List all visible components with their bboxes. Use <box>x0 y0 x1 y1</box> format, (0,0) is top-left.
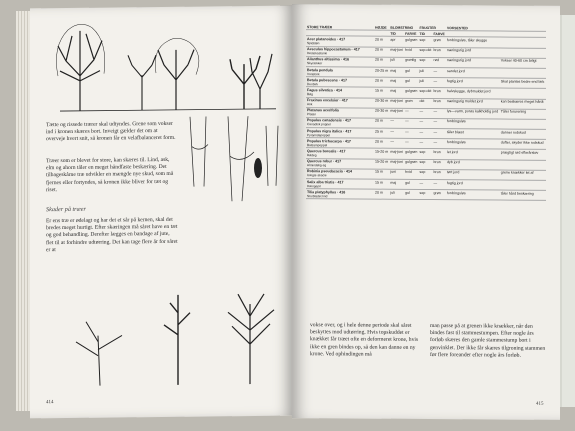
note-cell <box>500 180 546 191</box>
left-page <box>30 6 292 419</box>
fruit-color-cell: — <box>433 78 446 88</box>
tree-name: Quercus robur · 417 <box>307 159 342 164</box>
fruit-time-cell: sep <box>419 57 433 67</box>
tree-common-name: Bøg <box>307 92 313 97</box>
note-cell: kan beskæres meget hårdt <box>500 99 546 110</box>
habitat-cell: fordringsløs <box>446 119 500 130</box>
tree-name: Robinia pseudacacia · 414 <box>307 169 352 174</box>
bloom-time-cell: maj-juni <box>389 108 404 118</box>
bloom-color-cell: gul <box>404 67 418 77</box>
header-cell: HØJDE <box>374 25 389 31</box>
fruit-time-cell: — <box>419 179 433 189</box>
bloom-time-cell: apr <box>389 37 404 47</box>
fruit-color-cell: — <box>433 108 446 118</box>
note-cell: tåler hård beskæring <box>500 190 546 201</box>
tree-common-name: Hestekastanie <box>307 51 328 56</box>
fruit-color-cell: brun <box>433 47 446 57</box>
habitat-cell: fugtig jord <box>446 78 500 89</box>
header-cell: VOKSESTED <box>446 25 546 31</box>
tree-name: Betula pubescens · 417 <box>307 77 347 83</box>
tree-name: Ailanthus altissima · 416 <box>307 57 349 62</box>
open-book <box>6 3 572 423</box>
bloom-color-cell: — <box>404 108 418 118</box>
bloom-color-cell: gulgrøn <box>404 37 418 47</box>
height-cell: 20-25 m <box>374 67 389 77</box>
tree-common-name: Almindelig eg <box>307 163 327 168</box>
habitat-cell: sandet jord <box>446 68 500 79</box>
bloom-time-cell: juli <box>389 189 404 199</box>
tree-common-name: Storbladet lind <box>307 193 328 199</box>
tree-name: Fraxinus excelsior · 417 <box>307 98 348 103</box>
note-cell <box>500 48 546 59</box>
tree-silhouettes-illustration <box>46 14 286 117</box>
tree-common-name: Vortebirk <box>307 71 320 76</box>
note-cell <box>500 68 546 79</box>
tree-common-name: Hængepil <box>307 183 321 188</box>
fruit-color-cell: — <box>433 129 446 139</box>
bloom-time-cell: maj-juni <box>389 98 404 108</box>
bloom-color-cell: hvid <box>404 169 418 179</box>
height-cell: 20-30 m <box>374 98 389 108</box>
pruning-paragraph: Tætte og rissede trærer skal udtyndes. Grene som vokser ind i kronen skæres bort. Inveigt gælder det om at overveje hvert snit, så kronen får en velafbalanceret form. <box>46 120 176 143</box>
tree-name: Populus nigra italica · 417 <box>307 128 352 134</box>
habitat-cell: fordringsløs, tåler skygge <box>446 37 500 48</box>
tree-name-cell <box>306 189 374 200</box>
tree-name-cell <box>306 107 374 118</box>
height-cell: 20 m <box>374 57 389 67</box>
tree-name: Populus canadensis · 417 <box>307 118 351 123</box>
height-cell: 15 m <box>374 87 389 97</box>
habitat-cell: dyb jord <box>446 159 500 170</box>
height-cell: 20 m <box>374 37 389 47</box>
height-cell: 20-30 m <box>374 108 389 118</box>
tree-common-name: Skyrækker <box>307 61 323 66</box>
bloom-time-cell: juni <box>389 169 404 179</box>
fruit-time-cell: — <box>419 129 433 139</box>
tree-name-cell <box>306 77 374 88</box>
note-cell <box>500 119 546 130</box>
tree-common-name: Rødeg <box>307 153 317 158</box>
fruit-color-cell: — <box>433 180 446 190</box>
bloom-color-cell: gulgrøn <box>404 149 418 159</box>
right-right-column-paragraph: man passe på at grenen ikke knækker, når den bindes fast til stammestumpen. Efter nogle års forløb skæres den gamle stammestump bort i genvinklet. Der ikke får skæres tilgroning stammen før flere foreander efter nogle års forløb. <box>430 323 546 359</box>
tree-common-name: Pyramidepoppel <box>307 132 331 137</box>
tree-name-cell <box>306 97 374 108</box>
bloom-color-cell: grøn <box>404 98 418 108</box>
bloom-color-cell: — <box>404 118 418 128</box>
height-cell: 25 m <box>374 128 389 138</box>
habitat-cell: fordringsløs <box>446 190 500 201</box>
tree-name-cell <box>306 179 374 190</box>
fruit-color-cell: brun <box>433 88 446 98</box>
tree-name: Tilia platyphyllos · 416 <box>307 189 346 195</box>
habitat-cell: næringsrig jord <box>446 47 500 58</box>
tree-common-name: Balsampoppel <box>307 143 328 148</box>
note-cell: dufter, skyder ikke rodskud <box>500 139 546 150</box>
habitat-cell: fordringsløs <box>446 139 500 150</box>
fruit-color-cell: brun <box>433 169 446 179</box>
bloom-time-cell: — <box>389 128 404 138</box>
height-cell: 20 m <box>374 189 389 199</box>
fruit-time-cell: okt <box>419 98 433 108</box>
bloom-color-cell: grønlig <box>404 57 418 67</box>
fruit-time-cell: sep <box>419 159 433 169</box>
fruit-color-cell: — <box>433 139 446 149</box>
habitat-cell: tåler blæst <box>446 129 500 140</box>
fruit-color-cell: brun <box>433 98 446 108</box>
fruit-time-cell: — <box>419 139 433 149</box>
bloom-color-cell: gul <box>404 179 418 189</box>
note-cell: danner rodskud <box>500 129 546 140</box>
fruit-color-cell: brun <box>433 149 446 159</box>
height-cell: 20 m <box>374 138 389 148</box>
cutting-back-paragraph: Træer som er blevet for store, kan skæres til. Lind, ask, elm og ahorn tåler en meget håndfaste beskæring. Det tilbageskårne træ udvikler en mængde nye skud, som må fjernes eller fortyndes, så kronen ikke bliver for tæt og riset. <box>46 156 174 194</box>
tree-common-name: Ask <box>307 102 313 107</box>
tree-name: Aesculus hippocastanum · 417 <box>307 47 360 52</box>
branch-pruning-illustration <box>50 264 300 397</box>
bloom-time-cell: maj <box>389 77 404 87</box>
fruit-time-cell: juli <box>419 67 433 77</box>
tree-name-cell <box>306 138 374 149</box>
tree-name-cell <box>306 36 374 47</box>
habitat-cell: halvskygge, dybmuldet jord <box>446 88 500 99</box>
note-cell <box>500 37 546 48</box>
height-cell: 15 m <box>374 169 389 179</box>
tree-common-name: Platan <box>307 112 317 117</box>
tree-name-cell <box>306 158 374 169</box>
large-trees-table <box>306 24 546 201</box>
tree-name-cell <box>306 148 374 159</box>
tree-name: Fagus silvatica · 414 <box>307 88 342 93</box>
bloom-time-cell: maj <box>389 88 404 98</box>
bloom-color-cell: — <box>404 139 418 149</box>
tree-name-cell <box>306 87 374 98</box>
tree-name-cell <box>306 46 374 57</box>
fruit-color-cell: — <box>433 118 446 128</box>
note-cell: Vokser 40-60 cm årligt <box>500 58 546 69</box>
height-cell: 20 m <box>374 118 389 128</box>
note-cell: Tåler forurening <box>500 109 546 120</box>
fruit-time-cell: — <box>419 118 433 128</box>
subheader-cell: FARVE <box>433 31 445 36</box>
bloom-time-cell: maj-juni <box>389 47 404 57</box>
subheader-cell: TID <box>389 30 404 36</box>
bloom-time-cell: maj <box>389 179 404 189</box>
subheader-cell: TID <box>419 31 433 37</box>
book-cover-edge <box>560 15 575 407</box>
subheader-cell: FARVE <box>404 31 418 37</box>
tree-name: Betula pendula <box>307 67 333 72</box>
habitat-cell: fugtig jord <box>446 180 500 191</box>
habitat-cell: lys—varm, porøs kalkholdig jord <box>446 108 500 119</box>
habitat-cell: næringsrig muldet jord <box>446 98 500 109</box>
tree-name: Populus trichocarpa · 417 <box>307 139 351 144</box>
tree-name-cell <box>306 56 374 67</box>
left-page-number: 414 <box>46 400 54 406</box>
tree-name: Salix alba tristis · 417 <box>307 179 344 185</box>
tree-name: Platanus acerifolia <box>307 108 339 113</box>
bloom-color-cell: gulgrøn <box>404 88 418 98</box>
bloom-color-cell: gul <box>404 77 418 87</box>
fruit-color-cell: brun <box>433 159 446 169</box>
bloom-time-cell: maj <box>389 67 404 77</box>
bloom-time-cell: juli <box>389 57 404 67</box>
trunk-cut-illustration <box>182 116 282 217</box>
fruit-time-cell: sep <box>419 169 433 179</box>
height-cell: 20 m <box>374 77 389 87</box>
tree-common-name: Canadisk poppel <box>307 122 331 127</box>
tree-name-cell <box>306 168 374 179</box>
bloom-color-cell: hvid <box>404 47 418 57</box>
habitat-cell: tørt jord <box>446 169 500 180</box>
habitat-cell: næringsrig jord <box>446 57 500 68</box>
tree-common-name: Uægte akacie <box>307 173 327 178</box>
fruit-color-cell: grøn <box>433 190 446 200</box>
tree-name: Quercus borealis · 417 <box>307 149 346 154</box>
note-cell <box>500 160 546 171</box>
tree-name-cell <box>306 118 374 129</box>
bloom-time-cell: maj-juni <box>389 159 404 169</box>
note-cell: grene knækker let af <box>500 170 546 181</box>
note-cell <box>500 88 546 99</box>
header-cell: STORE TRÆER <box>306 24 374 30</box>
fruit-time-cell: sep <box>419 149 433 159</box>
fruit-color-cell: grøn <box>433 37 446 47</box>
bloom-time-cell: maj-juni <box>389 149 404 159</box>
bloom-color-cell: gulgrøn <box>404 159 418 169</box>
tree-name-cell <box>306 67 374 78</box>
height-cell: 15 m <box>374 179 389 189</box>
tree-name-cell <box>306 128 374 139</box>
fruit-color-cell: rød <box>433 57 446 67</box>
right-page <box>292 4 560 420</box>
bloom-time-cell: — <box>389 118 404 128</box>
tree-common-name: Dunbirk <box>307 81 318 86</box>
right-left-column-paragraph: vokse over, og i hele denne periode skal såret beskyttes mod udtørring. Hvis topskuddet er knækket får træet ofte en deformeret krone, hvis ikke en gren bindes op, så den kan danne en ny krone. Ved ophindingen må <box>310 322 419 358</box>
fruit-time-cell: — <box>419 108 433 118</box>
tree-name: Acer platanoides · 417 <box>307 37 346 42</box>
height-cell: 20 m <box>374 47 389 57</box>
bloom-time-cell: — <box>389 138 404 148</box>
habitat-cell: let jord <box>446 149 500 160</box>
height-cell: 15-20 m <box>374 149 389 159</box>
fruit-color-cell: — <box>433 67 446 77</box>
fruit-time-cell: juli <box>419 78 433 88</box>
fruit-time-cell: sep <box>419 37 433 47</box>
note-cell: Skal plantes bedre end birk <box>500 78 546 89</box>
section-heading: Skader på træer <box>46 205 86 214</box>
fruit-time-cell: sep-okt <box>419 47 433 57</box>
tree-common-name: Spidsløn <box>307 41 320 46</box>
fruit-time-cell: sep-okt <box>419 88 433 98</box>
right-page-number: 415 <box>536 401 544 407</box>
header-cell: FRUGTER <box>419 25 446 31</box>
bloom-color-cell: gul <box>404 190 418 200</box>
note-cell: prægtigt rød efterårsløv <box>500 149 546 160</box>
fruit-time-cell: sep <box>419 190 433 200</box>
damage-paragraph: Er ens træ er ødelagt og har det et sår på kernen, skal det bredes meget hurtigt. Efter skæringen må såret have en tæt og god behandling. Derefter lægges en bandage af jute, flet til at forhindre udtørring. Det kan tage flere år for såret er at <box>46 216 178 254</box>
bloom-color-cell: — <box>404 128 418 138</box>
table-row <box>306 189 546 201</box>
height-cell: 15-20 m <box>374 159 389 169</box>
header-cell: BLOMSTRING <box>389 25 418 31</box>
